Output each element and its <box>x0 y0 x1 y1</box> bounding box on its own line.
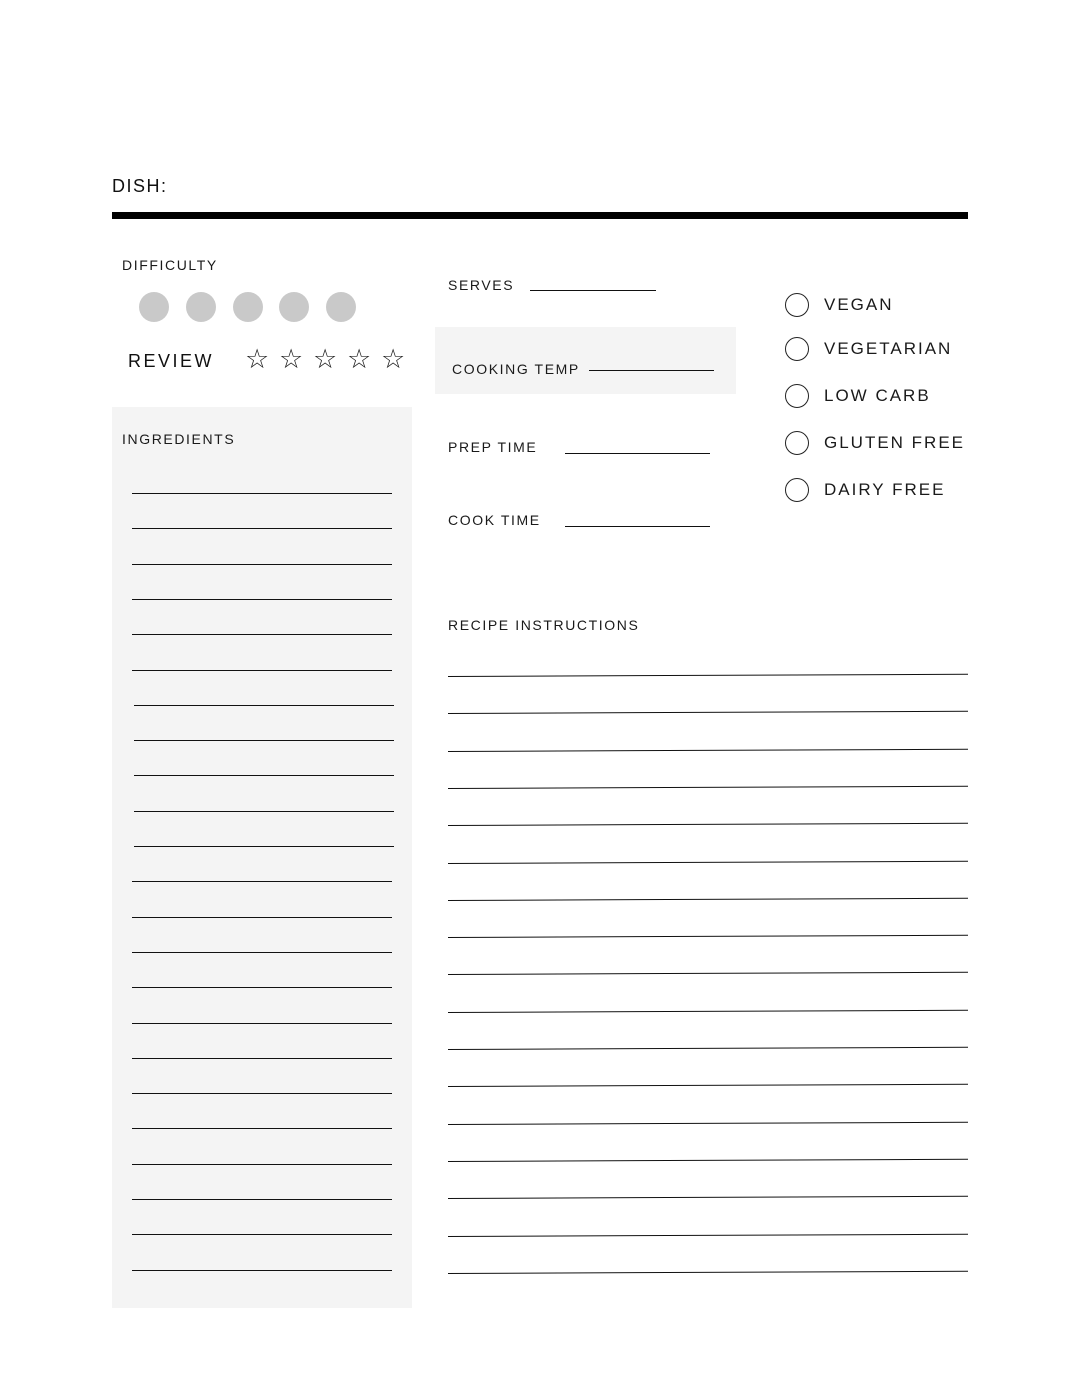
difficulty-label: DIFFICULTY <box>122 257 218 273</box>
ingredient-line[interactable] <box>132 599 392 600</box>
instruction-line[interactable] <box>448 1159 968 1162</box>
ingredient-line[interactable] <box>132 1199 392 1200</box>
diet-label-vegan: VEGAN <box>824 295 894 314</box>
ingredient-line[interactable] <box>134 811 394 812</box>
ingredients-label: INGREDIENTS <box>122 431 236 447</box>
star-icon[interactable]: ☆ <box>347 344 372 375</box>
cook-time-input-line[interactable] <box>565 526 710 527</box>
cooking-temp-input-line[interactable] <box>589 370 714 371</box>
instruction-line[interactable] <box>448 935 968 938</box>
instruction-line[interactable] <box>448 1047 968 1050</box>
instruction-line[interactable] <box>448 823 968 826</box>
ingredient-line[interactable] <box>132 634 392 635</box>
star-icon[interactable]: ☆ <box>381 344 406 375</box>
ingredient-line[interactable] <box>134 740 394 741</box>
diet-label-low-carb: LOW CARB <box>824 386 931 405</box>
ingredient-line[interactable] <box>132 1023 392 1024</box>
diet-checkbox-vegan[interactable] <box>785 293 809 317</box>
cooking-temp-label: COOKING TEMP <box>452 361 580 377</box>
instruction-line[interactable] <box>448 1271 968 1274</box>
ingredient-line[interactable] <box>132 1164 392 1165</box>
diet-label-vegetarian: VEGETARIAN <box>824 339 953 358</box>
difficulty-dot[interactable] <box>186 292 216 322</box>
instruction-line[interactable] <box>448 860 968 863</box>
star-icon[interactable]: ☆ <box>245 344 270 375</box>
diet-label-dairy-free: DAIRY FREE <box>824 480 946 499</box>
ingredient-line[interactable] <box>132 493 392 494</box>
instruction-line[interactable] <box>448 898 968 901</box>
ingredient-line[interactable] <box>132 917 392 918</box>
instruction-line[interactable] <box>448 1009 968 1012</box>
star-icon[interactable]: ☆ <box>313 344 338 375</box>
ingredient-line[interactable] <box>132 1270 392 1271</box>
prep-time-label: PREP TIME <box>448 439 538 455</box>
instruction-line[interactable] <box>448 1233 968 1236</box>
diet-checkbox-vegetarian[interactable] <box>785 337 809 361</box>
ingredient-line[interactable] <box>132 564 392 565</box>
ingredient-line[interactable] <box>132 528 392 529</box>
diet-checkbox-dairy-free[interactable] <box>785 478 809 502</box>
difficulty-dot[interactable] <box>326 292 356 322</box>
ingredient-line[interactable] <box>132 670 392 671</box>
diet-checkbox-gluten-free[interactable] <box>785 431 809 455</box>
dish-underline <box>112 212 968 219</box>
instruction-line[interactable] <box>448 748 968 751</box>
ingredient-line[interactable] <box>134 775 394 776</box>
instruction-line[interactable] <box>448 1196 968 1199</box>
difficulty-dot[interactable] <box>233 292 263 322</box>
diet-label-gluten-free: GLUTEN FREE <box>824 433 966 452</box>
instructions-label: RECIPE INSTRUCTIONS <box>448 617 640 633</box>
ingredient-line[interactable] <box>132 952 392 953</box>
difficulty-dot[interactable] <box>279 292 309 322</box>
ingredient-line[interactable] <box>132 1093 392 1094</box>
ingredient-line[interactable] <box>132 1128 392 1129</box>
instruction-line[interactable] <box>448 786 968 789</box>
ingredient-line[interactable] <box>132 987 392 988</box>
diet-checkbox-low-carb[interactable] <box>785 384 809 408</box>
star-icon[interactable]: ☆ <box>279 344 304 375</box>
serves-input-line[interactable] <box>530 290 656 291</box>
serves-label: SERVES <box>448 277 515 293</box>
instruction-line[interactable] <box>448 1121 968 1124</box>
ingredient-line[interactable] <box>134 705 394 706</box>
cook-time-label: COOK TIME <box>448 512 541 528</box>
instruction-line[interactable] <box>448 711 968 714</box>
instruction-line[interactable] <box>448 972 968 975</box>
dish-label: DISH: <box>112 176 168 196</box>
review-label: REVIEW <box>128 351 215 371</box>
prep-time-input-line[interactable] <box>565 453 710 454</box>
difficulty-dot[interactable] <box>139 292 169 322</box>
dish-input[interactable] <box>175 172 955 202</box>
ingredient-line[interactable] <box>132 1058 392 1059</box>
ingredients-panel <box>112 407 412 1308</box>
instruction-line[interactable] <box>448 674 968 677</box>
instruction-line[interactable] <box>448 1084 968 1087</box>
ingredient-line[interactable] <box>132 881 392 882</box>
ingredient-line[interactable] <box>132 1234 392 1235</box>
ingredient-line[interactable] <box>134 846 394 847</box>
